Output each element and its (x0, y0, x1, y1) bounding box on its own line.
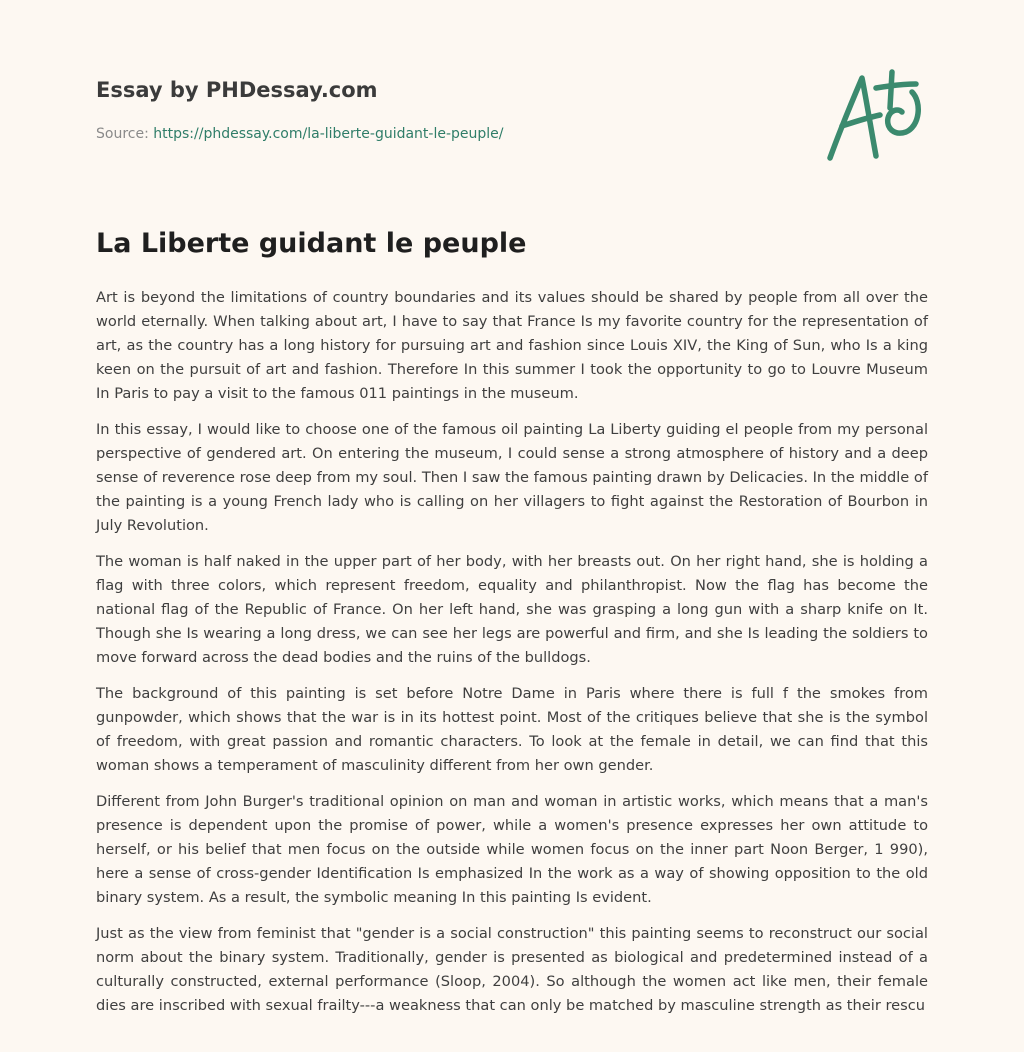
essay-paragraph: Different from John Burger's traditional opinion on man and woman in artistic works, which means that a man's presence is dependent upon the promise of power, while a women's presence expresses her own attitude to herself, or his belief that men focus on the outside while women focus on the inner part Noon Berger, 1 990), here a sense of cross-gender Identification Is emphasized In the work as a way of showing opposition to the old binary system. As a result, the symbolic meaning In this painting Is evident. (96, 793, 928, 906)
source-label: Source: (96, 126, 154, 142)
a-plus-logo-icon (820, 68, 928, 164)
source-line (96, 124, 736, 144)
brand-title: Essay by PHDessay.com (96, 78, 378, 102)
source-link[interactable]: https://phdessay.com/la-liberte-guidant-le-peuple/ (153, 126, 504, 142)
essay-body (96, 286, 928, 1030)
essay-paragraph: The woman is half naked in the upper part of her body, with her breasts out. On her right hand, she is holding a flag with three colors, which represent freedom, equality and philanthropist. Now the flag has become the national flag of the Republic of France. On her left hand, she was grasping a long gun with a sharp knife on It. Though she Is wearing a long dress, we can see her legs are powerful and firm, and she Is leading the soldiers to move forward across the dead bodies and the ruins of the bulldogs. (96, 553, 928, 666)
essay-paragraph: Art is beyond the limitations of country boundaries and its values should be shared by people from all over the world eternally. When talking about art, I have to say that France Is my favorite country for the representation of art, as the country has a long history for pursuing art and fashion since Louis XIV, the King of Sun, who Is a king keen on the pursuit of art and fashion. Therefore In this summer I took the opportunity to go to Louvre Museum In Paris to pay a visit to the famous 011 paintings in the museum. (96, 289, 928, 402)
essay-paragraph: Just as the view from feminist that "gender is a social construction" this painting seems to reconstruct our social norm about the binary system. Traditionally, gender is presented as biological and predetermined instead of a culturally constructed, external performance (Sloop, 2004). So although the women act like men, their female dies are inscribed with sexual frailty---a weakness that can only be matched by masculine strength as their rescu (96, 925, 928, 1014)
essay-paragraph: In this essay, I would like to choose one of the famous oil painting La Liberty guiding el people from my personal perspective of gendered art. On entering the museum, I could sense a strong atmosphere of history and a deep sense of reverence rose deep from my soul. Then I saw the famous painting drawn by Delicacies. In the middle of the painting is a young French lady who is calling on her villagers to fight against the Restoration of Bourbon in July Revolution. (96, 421, 928, 534)
essay-title: La Liberte guidant le peuple (96, 228, 527, 259)
header (96, 76, 736, 144)
essay-paragraph: The background of this painting is set before Notre Dame in Paris where there is full f the smokes from gunpowder, which shows that the war is in its hottest point. Most of the critiques believe that she is the symbol of freedom, with great passion and romantic characters. To look at the female in detail, we can find that this woman shows a temperament of masculinity different from her own gender. (96, 685, 928, 774)
